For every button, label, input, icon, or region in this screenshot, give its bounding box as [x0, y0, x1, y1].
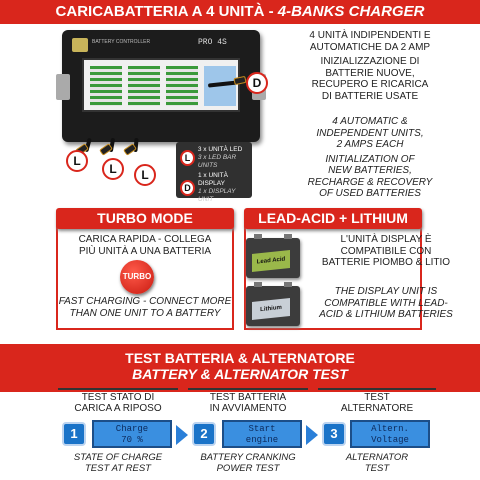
test-title-it: TEST BATTERIA & ALTERNATORE [125, 350, 355, 366]
turbo-en-line: THAN ONE UNIT TO A BATTERY [69, 307, 221, 319]
battery-en-line: ACID & LITHIUM BATTERIES [319, 309, 453, 320]
lead-acid-battery-image [246, 238, 300, 278]
test-banner [0, 344, 480, 392]
step-it-line: IN AVVIAMENTO [209, 403, 287, 414]
led-bar [166, 66, 198, 106]
step-2-header [188, 388, 308, 422]
intro-it-line: RECUPERO E RICARICA [311, 79, 429, 90]
step-en-line: TEST AT REST [85, 463, 151, 474]
turbo-en-line: FAST CHARGING - CONNECT MORE [58, 296, 232, 307]
battery-label: Lead Acid [252, 250, 290, 272]
step-en-line: BATTERY CRANKING [200, 452, 296, 463]
battery-it-line: COMPATIBILE CON [340, 245, 432, 257]
battery-title: LEAD-ACID + LITHIUM [244, 208, 422, 229]
legend-display-row [180, 172, 252, 204]
intro-it-line: BATTERIE NUOVE, [325, 67, 415, 79]
battery-en-line: COMPATIBLE WITH LEAD- [324, 297, 448, 309]
step-2-number: 2 [192, 422, 216, 446]
mount-clip [56, 74, 70, 100]
intro-en-line: RECHARGE & RECOVERY [307, 176, 433, 188]
battery-terminal [254, 282, 262, 287]
step-3-header [318, 388, 436, 422]
step-it-line: ALTERNATORE [340, 403, 414, 414]
battery-terminal [284, 234, 292, 239]
step-2-lcd [222, 420, 302, 448]
legend-display-marker: D [180, 180, 195, 196]
step-1-lcd [92, 420, 172, 448]
top-banner [0, 0, 480, 24]
legend-led-it: 3 x UNITÀ LED [197, 146, 243, 153]
lcd-line: Altern. [371, 424, 409, 434]
turbo-title: TURBO MODE [56, 208, 234, 229]
lcd-line: engine [245, 435, 279, 445]
step-3-footer [318, 452, 436, 474]
step-3-number: 3 [322, 422, 346, 446]
step-it-line: TEST STATO DI [81, 392, 155, 403]
marker-led: L [102, 158, 124, 180]
brand-logo [72, 38, 88, 52]
charger-image [62, 30, 260, 142]
lcd-line: Start [248, 424, 276, 434]
intro-en-line: INDEPENDENT UNITS, [316, 127, 424, 139]
turbo-it-line: CARICA RAPIDA - COLLEGA [78, 234, 212, 245]
legend-display-en: 1 x DISPLAY UNIT [198, 188, 236, 203]
battery-en-line: THE DISPLAY UNIT IS [334, 286, 438, 297]
battery-it-line: BATTERIE PIOMBO & LITIO [321, 257, 451, 268]
legend-display-it: 1 x UNITÀ DISPLAY [198, 172, 228, 187]
step-it-line: CARICA A RIPOSO [74, 403, 162, 414]
lithium-battery-image [246, 286, 300, 326]
step-3-lcd [350, 420, 430, 448]
plug [123, 143, 137, 156]
intro-en [272, 116, 468, 200]
intro-en-line: NEW BATTERIES, [328, 165, 412, 176]
battery-text-en [302, 286, 470, 321]
turbo-text-it [56, 234, 234, 257]
lcd-line: Charge [115, 424, 149, 434]
intro-it [272, 30, 468, 102]
lcd-line: 70 % [121, 435, 143, 445]
intro-en-line: OF USED BATTERIES [319, 188, 421, 199]
step-2-footer [184, 452, 312, 474]
step-en-line: TEST [364, 463, 390, 474]
title-it: CARICABATTERIA A 4 UNITÀ - [55, 3, 274, 20]
battery-terminal [254, 234, 262, 239]
led-bar [128, 66, 160, 106]
intro-en-line: 2 AMPS EACH [336, 139, 404, 150]
step-1-header [58, 388, 178, 422]
led-bar [90, 66, 122, 106]
turbo-text-en [50, 296, 240, 319]
plug [99, 143, 113, 156]
test-title-en: BATTERY & ALTERNATOR TEST [132, 366, 348, 382]
step-it-line: TEST [364, 392, 390, 403]
step-1-footer [58, 452, 178, 474]
intro-it-line: DI BATTERIE USATE [321, 90, 419, 102]
lcd-line: Voltage [371, 435, 409, 445]
legend-led-en: 3 x LED BAR UNITS [197, 154, 237, 169]
step-en-line: STATE OF CHARGE [73, 452, 163, 463]
brand-name: BATTERY CONTROLLER [92, 39, 151, 45]
turbo-it-line: PIÙ UNITÀ A UNA BATTERIA [78, 245, 212, 257]
step-it-line: TEST BATTERIA [209, 392, 287, 403]
model-label: PRO 4S [198, 38, 227, 47]
marker-display: D [246, 72, 268, 94]
marker-led: L [134, 164, 156, 186]
step-1-number: 1 [62, 422, 86, 446]
intro-it-line: 4 UNITÀ INDIPENDENTI E [309, 30, 431, 41]
intro-en-line: 4 AUTOMATIC & [332, 116, 408, 127]
battery-it-line: L'UNITÀ DISPLAY È [340, 234, 432, 245]
intro-en-line: INITIALIZATION OF [325, 153, 415, 165]
intro-it-line: AUTOMATICHE DA 2 AMP [309, 41, 431, 53]
battery-label: Lithium [252, 298, 290, 320]
unit-legend [176, 142, 252, 203]
legend-led-marker: L [180, 150, 195, 166]
marker-led: L [66, 150, 88, 172]
title-en: 4-BANKS CHARGER [277, 3, 425, 20]
battery-text-it [302, 234, 470, 269]
step-en-line: POWER TEST [216, 463, 280, 474]
legend-led-row [180, 146, 252, 170]
turbo-button-icon: TURBO [120, 260, 154, 294]
battery-terminal [284, 282, 292, 287]
intro-it-line: INIZIALIZZAZIONE DI [320, 56, 420, 67]
step-en-line: ALTERNATOR [345, 452, 409, 463]
arrow-right-icon [176, 425, 188, 445]
arrow-right-icon [306, 425, 318, 445]
